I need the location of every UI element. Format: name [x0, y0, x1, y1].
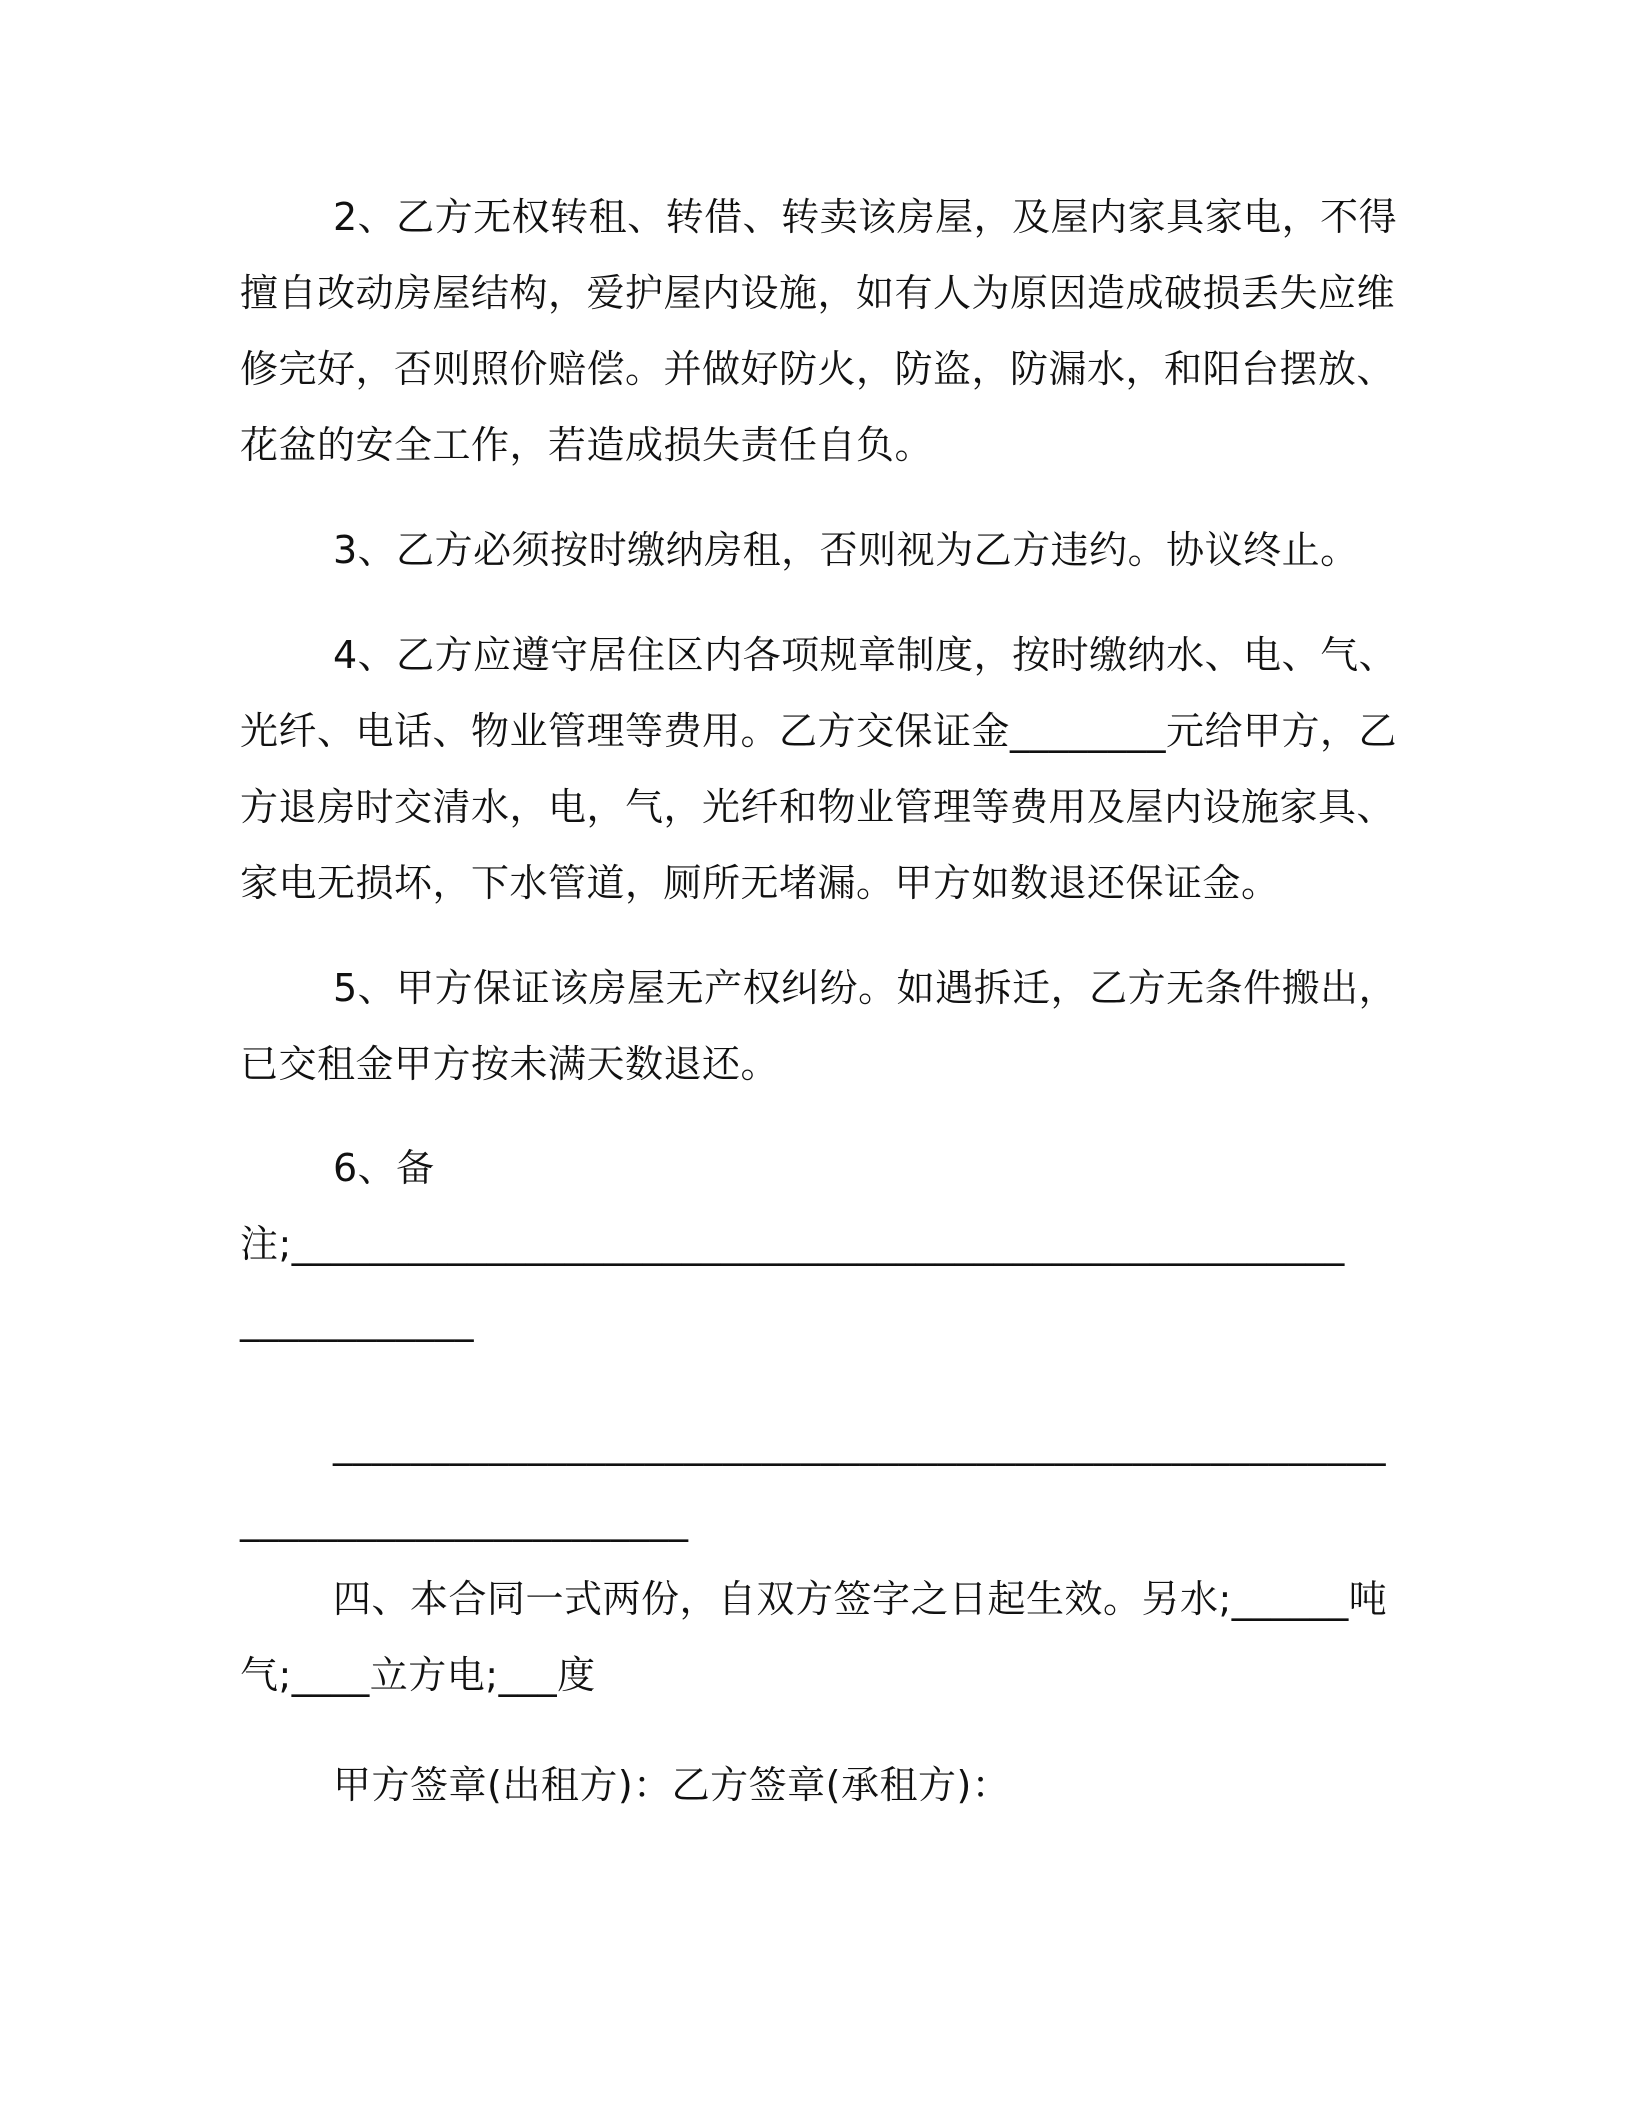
remarks-field-line-1: 注;______________________________________________________: [240, 1222, 1345, 1266]
signature-line: 甲方签章(出租方)：乙方签章(承租方)：: [333, 1763, 1011, 1807]
remarks-field-line-4: _______________________: [240, 1498, 689, 1542]
clause-3-line-1: 3、乙方必须按时缴纳房租，否则视为乙方违约。协议终止。: [333, 528, 1359, 572]
clause-4-line-1: 4、乙方应遵守居住区内各项规章制度，按时缴纳水、电、气、: [333, 633, 1398, 677]
clause-5-line-1: 5、甲方保证该房屋无产权纠纷。如遇拆迁，乙方无条件搬出，: [333, 966, 1398, 1010]
clause-four-line-2: 气;____立方电;___度: [240, 1653, 596, 1697]
clause-4-line-3: 方退房时交清水，电，气，光纤和物业管理等费用及屋内设施家具、: [240, 785, 1396, 829]
remarks-field-line-3: ______________________________________________________: [333, 1422, 1386, 1466]
clause-2-line-2: 擅自改动房屋结构，爱护屋内设施，如有人为原因造成破损丢失应维: [240, 271, 1396, 315]
clause-5-line-2: 已交租金甲方按未满天数退还。: [240, 1042, 780, 1086]
clause-6-line-1: 6、备: [333, 1146, 435, 1190]
clause-4-line-4: 家电无损坏，下水管道，厕所无堵漏。甲方如数退还保证金。: [240, 861, 1280, 905]
clause-2-line-3: 修完好，否则照价赔偿。并做好防火，防盗，防漏水，和阳台摆放、: [240, 347, 1396, 391]
remarks-field-line-2: ____________: [240, 1298, 474, 1342]
clause-four-line-1: 四、本合同一式两份，自双方签字之日起生效。另水;______吨: [333, 1577, 1388, 1621]
clause-4-line-2: 光纤、电话、物业管理等费用。乙方交保证金________元给甲方，乙: [240, 709, 1398, 753]
clause-2-line-1: 2、乙方无权转租、转借、转卖该房屋，及屋内家具家电，不得: [333, 195, 1398, 239]
clause-2-line-4: 花盆的安全工作，若造成损失责任自负。: [240, 423, 934, 467]
